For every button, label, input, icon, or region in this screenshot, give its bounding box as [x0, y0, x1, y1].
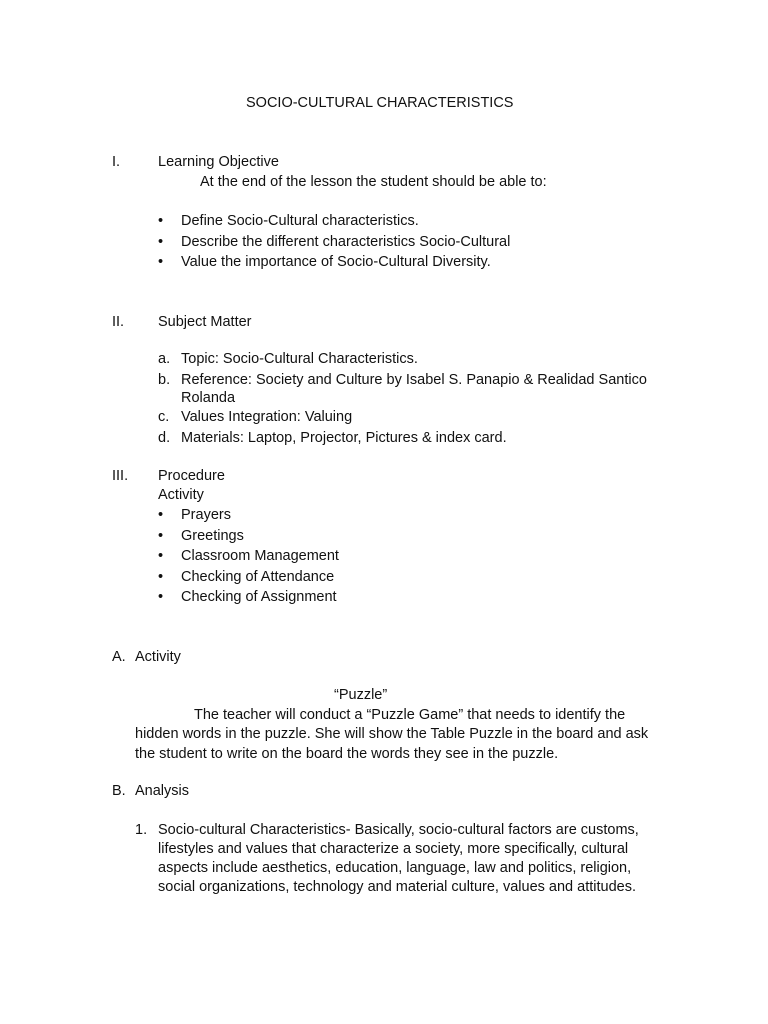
- list-marker: b.: [158, 372, 171, 388]
- list-item: Classroom Management: [181, 548, 339, 564]
- bullet-icon: [158, 232, 163, 252]
- document-title: SOCIO-CULTURAL CHARACTERISTICS: [246, 95, 514, 111]
- paragraph-line: lifestyles and values that characterize a society, more specifically, cultural: [158, 841, 629, 857]
- paragraph-line: The teacher will conduct a “Puzzle Game” that needs to identify the: [194, 707, 626, 723]
- bullet-icon: [158, 546, 163, 566]
- list-item-continuation: Rolanda: [181, 390, 236, 406]
- paragraph-line: Socio-cultural Characteristics- Basically, socio-cultural factors are customs,: [158, 822, 639, 838]
- list-item: Checking of Assignment: [181, 589, 337, 605]
- section-3-numeral: III.: [112, 468, 129, 484]
- list-item: Value the importance of Socio-Cultural Diversity.: [181, 254, 491, 270]
- section-1-heading: Learning Objective: [158, 154, 279, 170]
- section-1-numeral: I.: [112, 154, 121, 170]
- list-item: Greetings: [181, 528, 244, 544]
- bullet-icon: [158, 567, 163, 587]
- list-item: Reference: Society and Culture by Isabel S. Panapio & Realidad Santico: [181, 372, 647, 388]
- bullet-icon: [158, 587, 163, 607]
- section-1-intro: At the end of the lesson the student should be able to:: [200, 174, 547, 190]
- bullet-icon: [158, 252, 163, 272]
- section-a-heading: Activity: [135, 649, 181, 665]
- paragraph-line: social organizations, technology and material culture, values and attitudes.: [158, 879, 636, 895]
- list-item: Values Integration: Valuing: [181, 409, 353, 425]
- bullet-icon: [158, 526, 163, 546]
- list-item: Checking of Attendance: [181, 569, 335, 585]
- paragraph-line: hidden words in the puzzle. She will show the Table Puzzle in the board and ask: [135, 726, 649, 742]
- section-2-numeral: II.: [112, 314, 125, 330]
- bullet-icon: [158, 505, 163, 525]
- list-item: Materials: Laptop, Projector, Pictures & index card.: [181, 430, 507, 446]
- paragraph-line: aspects include aesthetics, education, language, law and politics, religion,: [158, 860, 632, 876]
- list-marker: d.: [158, 430, 171, 446]
- list-marker: a.: [158, 351, 171, 367]
- section-2-heading: Subject Matter: [158, 314, 252, 330]
- list-item: Prayers: [181, 507, 231, 523]
- section-a-subtitle: “Puzzle”: [334, 687, 388, 703]
- list-marker: c.: [158, 409, 170, 425]
- section-b-heading: Analysis: [135, 783, 189, 799]
- section-b-marker: B.: [112, 783, 126, 799]
- list-marker: 1.: [135, 822, 148, 838]
- list-item: Describe the different characteristics Socio-Cultural: [181, 234, 511, 250]
- section-3-subheading: Activity: [158, 487, 204, 503]
- section-a-marker: A.: [112, 649, 126, 665]
- list-item: Define Socio-Cultural characteristics.: [181, 213, 419, 229]
- list-item: Topic: Socio-Cultural Characteristics.: [181, 351, 418, 367]
- bullet-icon: [158, 211, 163, 231]
- section-3-heading: Procedure: [158, 468, 225, 484]
- paragraph-line: the student to write on the board the words they see in the puzzle.: [135, 746, 559, 762]
